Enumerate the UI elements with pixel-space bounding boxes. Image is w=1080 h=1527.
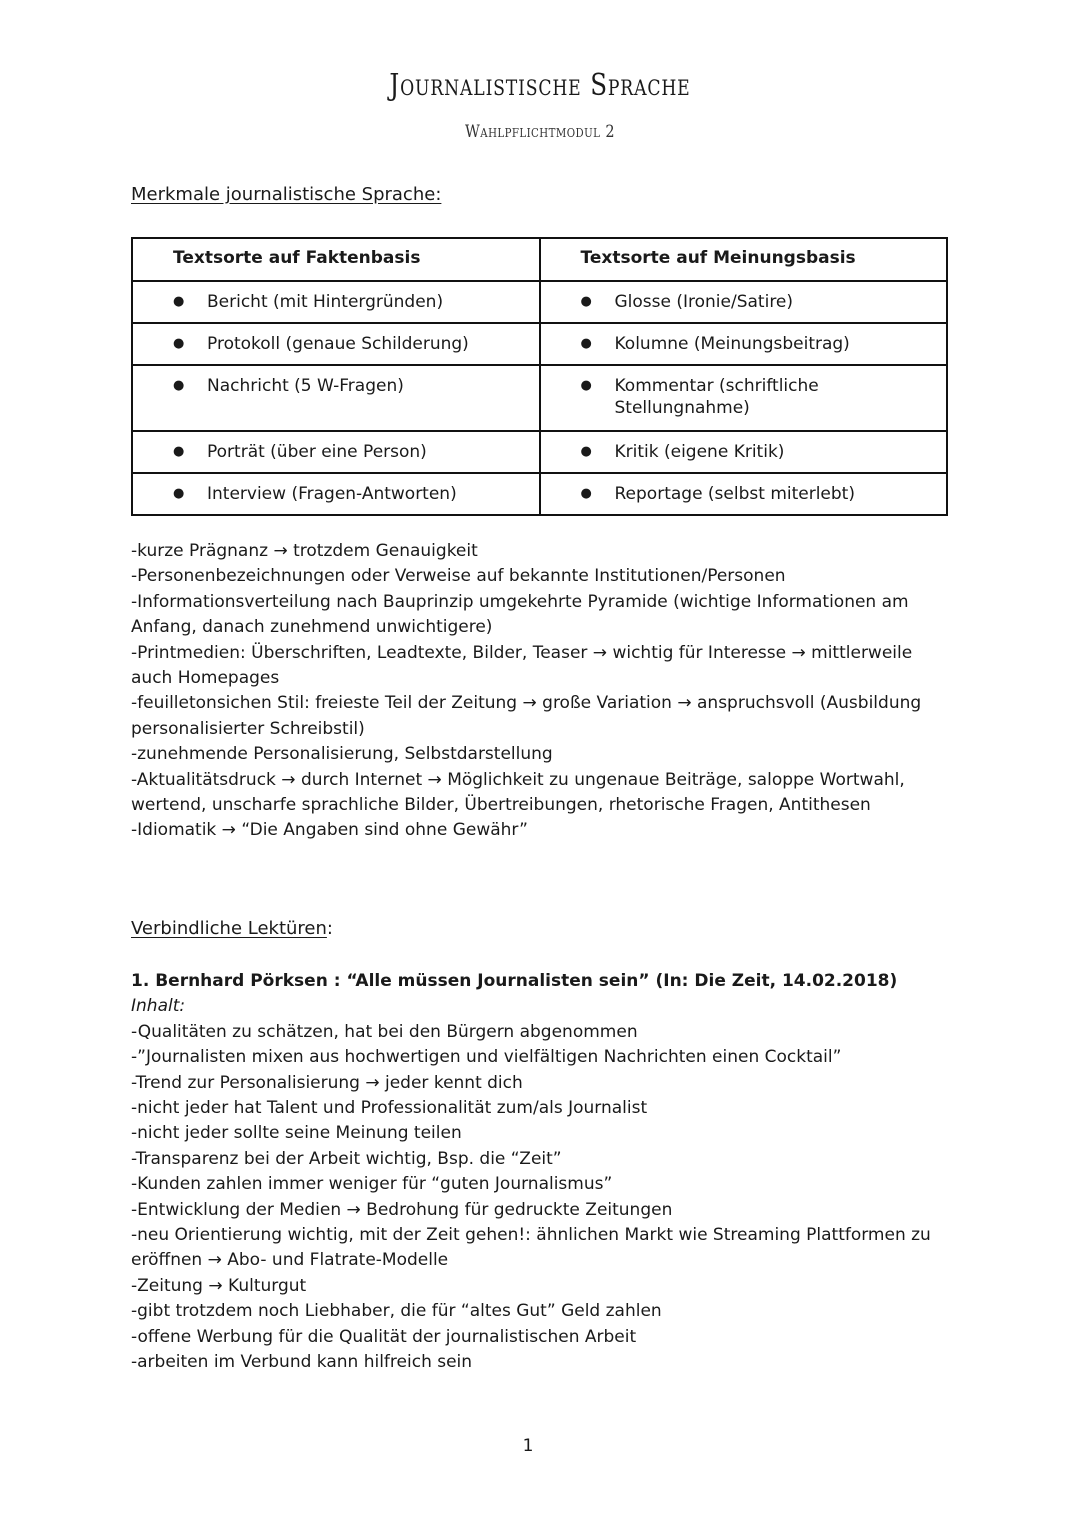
- reading-point: -nicht jeder sollte seine Meinung teilen: [131, 1123, 462, 1144]
- bullet-icon: ●: [173, 378, 185, 393]
- bullet-icon: ●: [173, 444, 185, 459]
- section-heading-readings-colon: :: [326, 918, 333, 939]
- cell-text: Interview (Fragen-Antworten): [207, 484, 457, 504]
- note-line: -kurze Prägnanz → trotzdem Genauigkeit: [131, 541, 478, 561]
- note-line: -zunehmende Personalisierung, Selbstdarstellung: [131, 744, 553, 765]
- reading-point: -neu Orientierung wichtig, mit der Zeit gehen!: ähnlichen Markt wie Streaming Plattformen zu eröffnen → Abo- und Flatrate-Modelle: [131, 1225, 931, 1271]
- reading-label: Inhalt:: [131, 996, 186, 1017]
- bullet-icon: ●: [173, 336, 185, 351]
- feature-notes: [131, 539, 931, 844]
- table-cell: [132, 473, 540, 515]
- cell-text: Kritik (eigene Kritik): [614, 442, 785, 462]
- bullet-icon: ●: [580, 294, 592, 309]
- section-heading-features: Merkmale journalistische Sprache:: [131, 184, 442, 205]
- cell-text: Porträt (über eine Person): [207, 442, 427, 462]
- table-row: [132, 323, 947, 365]
- note-line: -feuilletonsichen Stil: freieste Teil der Zeitung → große Variation → anspruchsvoll (Ausbildung personalisierter Schreibstil): [131, 693, 922, 739]
- bullet-icon: ●: [580, 336, 592, 351]
- bullet-icon: ●: [173, 486, 185, 501]
- table-row: [132, 473, 947, 515]
- table-cell: [540, 431, 948, 473]
- table-row: [132, 431, 947, 473]
- bullet-icon: ●: [580, 378, 592, 393]
- table-cell: [540, 473, 948, 515]
- bullet-icon: ●: [580, 444, 592, 459]
- cell-text: Kommentar (schriftliche Stellungnahme): [614, 376, 819, 418]
- page-number: 1: [522, 1436, 534, 1456]
- cell-text: Bericht (mit Hintergründen): [207, 292, 444, 312]
- cell-text: Glosse (Ironie/Satire): [614, 292, 794, 312]
- table-header-opinion: Textsorte auf Meinungsbasis: [540, 238, 948, 281]
- table-cell: [540, 281, 948, 323]
- reading-point: -offene Werbung für die Qualität der journalistischen Arbeit: [131, 1326, 637, 1347]
- table-row: [132, 365, 947, 431]
- table-cell: [540, 365, 948, 431]
- reading-point: -Qualitäten zu schätzen, hat bei den Bürgern abgenommen: [131, 1021, 638, 1042]
- section-heading-readings-text: Verbindliche Lektüren: [131, 918, 327, 939]
- text-types-table: [131, 237, 948, 516]
- reading-point: -Entwicklung der Medien → Bedrohung für gedruckte Zeitungen: [131, 1199, 673, 1220]
- section-heading-readings: [131, 918, 333, 939]
- reading-point: -Kunden zahlen immer weniger für “guten Journalismus”: [131, 1174, 613, 1195]
- cell-text: Kolumne (Meinungsbeitrag): [614, 334, 850, 354]
- table-cell: [132, 281, 540, 323]
- document-title: Journalistische Sprache: [389, 68, 691, 103]
- reading-point: -Trend zur Personalisierung → jeder kennt dich: [131, 1072, 523, 1093]
- reading-point: -gibt trotzdem noch Liebhaber, die für “altes Gut” Geld zahlen: [131, 1301, 662, 1322]
- bullet-icon: ●: [173, 294, 185, 309]
- table-cell: [540, 323, 948, 365]
- note-line: -Aktualitätsdruck → durch Internet → Möglichkeit zu ungenaue Beiträge, saloppe Wortwahl, wertend, unscharfe sprachliche Bilder, Übertreibungen, rhetorische Fragen, Antithesen: [131, 769, 905, 816]
- note-line: -Informationsverteilung nach Bauprinzip umgekehrte Pyramide (wichtige Informationen am Anfang, danach zunehmend unwichtigere): [131, 591, 909, 638]
- table-row: [132, 281, 947, 323]
- cell-text: Reportage (selbst miterlebt): [614, 484, 855, 504]
- cell-text: Protokoll (genaue Schilderung): [207, 334, 469, 354]
- table-header-row: [132, 238, 947, 281]
- note-line: -Personenbezeichnungen oder Verweise auf bekannte Institutionen/Personen: [131, 566, 786, 587]
- bullet-icon: ●: [580, 486, 592, 501]
- reading-title: 1. Bernhard Pörksen : “Alle müssen Journalisten sein” (In: Die Zeit, 14.02.2018): [131, 971, 898, 991]
- reading-point: -arbeiten im Verbund kann hilfreich sein: [131, 1352, 473, 1373]
- table-cell: [132, 365, 540, 431]
- table-header-facts: Textsorte auf Faktenbasis: [132, 238, 540, 281]
- reading-point: -Zeitung → Kulturgut: [131, 1275, 307, 1296]
- reading-point: -Transparenz bei der Arbeit wichtig, Bsp. die “Zeit”: [131, 1148, 562, 1169]
- cell-text: Nachricht (5 W-Fragen): [207, 376, 404, 396]
- table-cell: [132, 323, 540, 365]
- table-cell: [132, 431, 540, 473]
- note-line: -Printmedien: Überschriften, Leadtexte, Bilder, Teaser → wichtig für Interesse → mittlerweile auch Homepages: [131, 642, 913, 689]
- reading-point: -”Journalisten mixen aus hochwertigen und vielfältigen Nachrichten einen Cocktail”: [131, 1047, 842, 1068]
- note-line: -Idiomatik → “Die Angaben sind ohne Gewähr”: [131, 820, 528, 841]
- reading-point: -nicht jeder hat Talent und Professionalität zum/als Journalist: [131, 1098, 648, 1119]
- reading-1: [131, 969, 931, 1376]
- document-subtitle: Wahlpflichtmodul 2: [465, 122, 615, 142]
